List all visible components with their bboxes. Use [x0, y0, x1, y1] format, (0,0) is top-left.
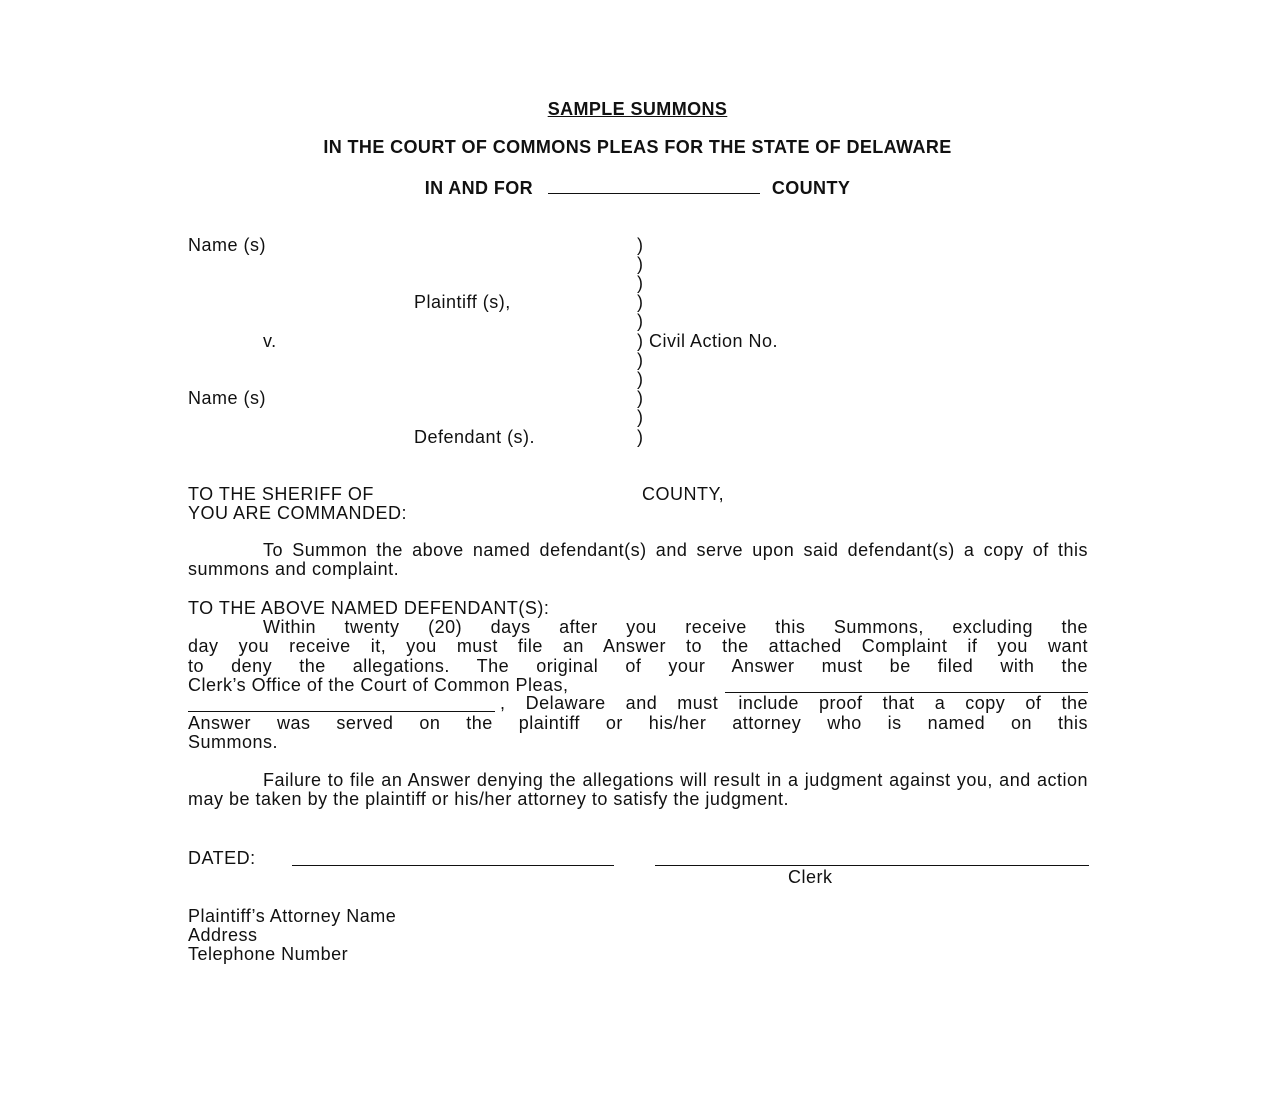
defendant-label: Defendant (s). [414, 427, 536, 447]
caption-paren: ) [637, 273, 643, 293]
attorney-phone: Telephone Number [188, 944, 349, 964]
court-heading: IN THE COURT OF COMMONS PLEAS FOR THE STATE OF DELAWARE [323, 137, 952, 157]
city-blank[interactable] [188, 711, 495, 712]
caption-paren: ) [637, 311, 643, 331]
caption-paren: ) [637, 427, 643, 447]
clerk-label: Clerk [788, 867, 833, 887]
answer-line-7: Summons. [188, 732, 279, 753]
plaintiff-name: Name (s) [188, 235, 267, 255]
attorney-address: Address [188, 925, 258, 945]
versus-label: v. [263, 331, 277, 351]
sheriff-county: COUNTY, [642, 484, 725, 504]
caption-paren: ) [637, 235, 643, 255]
document-title: SAMPLE SUMMONS [547, 99, 728, 119]
county-heading [0, 175, 1275, 199]
defendant-paragraph-cont [188, 714, 1088, 753]
to-sheriff: TO THE SHERIFF OF [188, 484, 374, 504]
county-prefix: IN AND FOR [424, 178, 534, 198]
caption-paren: ) [637, 350, 643, 370]
dated-blank[interactable] [292, 865, 614, 866]
caption-paren: ) [637, 369, 643, 389]
caption-paren: ) [637, 407, 643, 427]
caption-paren: ) [637, 292, 643, 312]
answer-line-1: Within twenty (20) days after you receive this Summons, excluding the [263, 617, 1088, 637]
county-blank[interactable] [548, 175, 760, 194]
answer-line-4: Clerk’s Office of the Court of Common Pleas, [188, 675, 569, 696]
defendant-paragraph [188, 618, 1088, 696]
commanded-label: YOU ARE COMMANDED: [188, 503, 408, 523]
failure-text: Failure to file an Answer denying the allegations will result in a judgment against you, and action may be taken by the plaintiff or his/her attorney to satisfy the judgment. [188, 770, 1088, 810]
attorney-name: Plaintiff’s Attorney Name [188, 906, 397, 926]
summon-paragraph [188, 541, 1088, 580]
answer-line-6: Answer was served on the plaintiff or his/her attorney who is named on this [188, 713, 1088, 733]
delaware-line [500, 694, 1088, 713]
defendant-name: Name (s) [188, 388, 267, 408]
civil-action-label: ) Civil Action No. [637, 331, 779, 351]
answer-line-2: day you receive it, you must file an Answer to the attached Complaint if you want [188, 636, 1088, 657]
defendant-heading: TO THE ABOVE NAMED DEFENDANT(S): [188, 598, 550, 618]
caption-paren: ) [637, 388, 643, 408]
failure-paragraph [188, 771, 1088, 810]
county-suffix: COUNTY [771, 178, 851, 198]
answer-line-3: to deny the allegations. The original of your Answer must be filed with the [188, 655, 1088, 676]
caption-paren: ) [637, 254, 643, 274]
answer-line-5: , Delaware and must include proof that a copy of the [500, 693, 1088, 713]
dated-label: DATED: [188, 848, 256, 868]
plaintiff-label: Plaintiff (s), [414, 292, 511, 312]
clerk-signature-line[interactable] [655, 865, 1089, 866]
summon-text: To Summon the above named defendant(s) and serve upon said defendant(s) a copy of this summons and complaint. [188, 540, 1088, 580]
